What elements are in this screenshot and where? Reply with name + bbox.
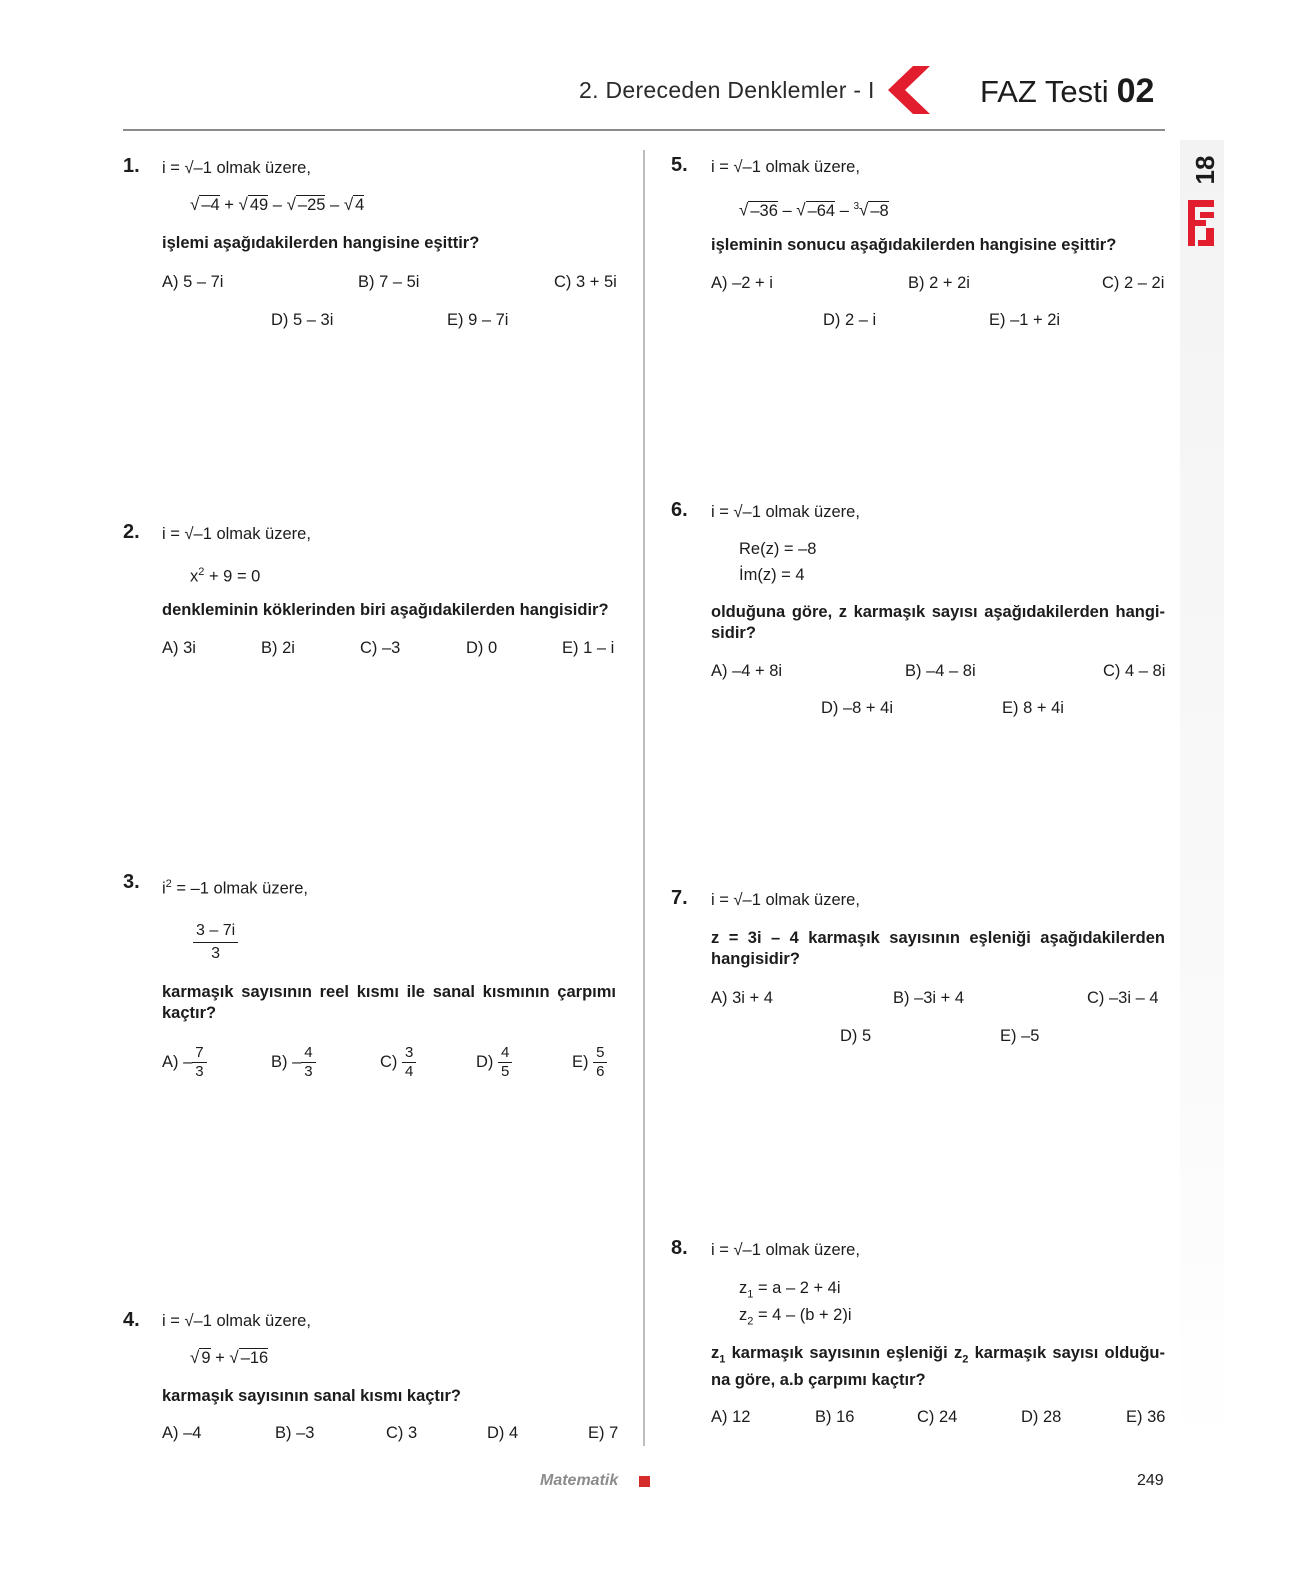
- option-e[interactable]: E) $\frac{5}{6}$: [572, 1044, 607, 1081]
- fg-logo-icon: [1186, 198, 1216, 248]
- question-premise: i = √–1 olmak üzere,: [711, 1241, 860, 1259]
- option-a[interactable]: A) –4: [162, 1424, 202, 1442]
- z1-definition: $z_1 = a - 2 + 4i$: [739, 1279, 841, 1301]
- question-number: 8.: [671, 1237, 688, 1259]
- question-premise: i = √–1 olmak üzere,: [711, 891, 860, 909]
- option-e[interactable]: E) 36: [1126, 1408, 1166, 1426]
- footer-subject: Matematik: [540, 1472, 619, 1489]
- side-tab: [1180, 140, 1224, 1450]
- real-part-line: Re(z) = –8: [739, 540, 817, 558]
- option-d[interactable]: D) 0: [466, 639, 498, 657]
- option-d[interactable]: D) 5 – 3i: [271, 311, 334, 329]
- radical-expression: √ –4 + √ 49 – √ –25 – √ 4: [190, 195, 365, 214]
- option-c[interactable]: C) –3: [360, 639, 401, 657]
- option-a[interactable]: A) 3i: [162, 639, 196, 657]
- equation: $x^2 + 9 = 0$: [190, 566, 261, 586]
- chapter-title: 2. Dereceden Denklemler - I: [579, 77, 875, 103]
- question-text: karmaşık sayısının reel kısmı ile sanal kısmının çarpımı kaçtır?: [162, 983, 616, 1022]
- question-number: 6.: [671, 499, 688, 521]
- option-a[interactable]: A) – $\frac{7}{3}$: [162, 1044, 207, 1081]
- option-b[interactable]: B) –3i + 4: [893, 989, 965, 1007]
- option-a[interactable]: A) –2 + i: [711, 274, 773, 292]
- question-premise: i = √–1 olmak üzere,: [162, 525, 311, 543]
- option-d[interactable]: D) 2 – i: [823, 311, 877, 329]
- column-divider: [643, 150, 645, 1446]
- option-d[interactable]: D) 5: [840, 1027, 872, 1045]
- question-text: işlemi aşağıdakilerden hangisine eşittir?: [162, 234, 480, 252]
- option-b[interactable]: B) 2 + 2i: [908, 274, 970, 292]
- option-d[interactable]: D) 4: [487, 1424, 519, 1442]
- question-number: 7.: [671, 887, 688, 909]
- option-b[interactable]: B) 7 – 5i: [358, 273, 420, 291]
- option-b[interactable]: B) 2i: [261, 639, 295, 657]
- page-number: 249: [1137, 1472, 1164, 1489]
- option-a[interactable]: A) 5 – 7i: [162, 273, 224, 291]
- question-premise: $i^2 = -1$ olmak üzere,: [162, 878, 308, 898]
- option-c[interactable]: C) 24: [917, 1408, 958, 1426]
- option-a[interactable]: A) –4 + 8i: [711, 662, 783, 680]
- question-text: z = 3i – 4 karmaşık sayısının eşleniği aşağıdakilerden hangisidir?: [711, 929, 1165, 968]
- option-d[interactable]: D) –8 + 4i: [821, 699, 893, 717]
- option-b[interactable]: B) –4 – 8i: [905, 662, 976, 680]
- option-b[interactable]: B) –3: [275, 1424, 315, 1442]
- option-c[interactable]: C) –3i – 4: [1087, 989, 1159, 1007]
- question-premise: i = √–1 olmak üzere,: [711, 158, 860, 176]
- radical-expression: √ –36 – √ –64 – $^3$√ –8: [739, 200, 889, 220]
- option-b[interactable]: B) – $\frac{4}{3}$: [271, 1044, 316, 1081]
- question-number: 1.: [123, 155, 140, 177]
- question-number: 2.: [123, 521, 140, 543]
- option-d[interactable]: D) 28: [1021, 1408, 1062, 1426]
- side-tab-number: 18: [1190, 155, 1220, 185]
- question-text: olduğuna göre, z karmaşık sayısı aşağıdakilerden hangi- sidir?: [711, 603, 1165, 642]
- question-text: karmaşık sayısının sanal kısmı kaçtır?: [162, 1387, 462, 1405]
- question-text: işleminin sonucu aşağıdakilerden hangisine eşittir?: [711, 236, 1117, 254]
- option-e[interactable]: E) –5: [1000, 1027, 1040, 1045]
- option-e[interactable]: E) –1 + 2i: [989, 311, 1061, 329]
- option-c[interactable]: C) 4 – 8i: [1103, 662, 1166, 680]
- test-title: [980, 72, 1154, 111]
- test-number: 02: [1116, 72, 1155, 110]
- question-premise: i = √–1 olmak üzere,: [162, 1312, 311, 1330]
- header-divider: [123, 129, 1165, 131]
- option-e[interactable]: E) 8 + 4i: [1002, 699, 1064, 717]
- square-icon: [639, 1476, 650, 1487]
- question-text: denkleminin köklerinden biri aşağıdakilerden hangisidir?: [162, 601, 609, 619]
- radical-expression: √ 9 + √ –16: [190, 1348, 269, 1367]
- z2-definition: $z_2 = 4 - (b + 2)i$: [739, 1306, 852, 1328]
- option-d[interactable]: D) $\frac{4}{5}$: [476, 1044, 512, 1081]
- option-a[interactable]: A) 12: [711, 1408, 751, 1426]
- question-text: $z_1$ karmaşık sayısının eşleniği $z_2$ karmaşık sayısı olduğu- na göre, a.b çarpımı kaçtır?: [711, 1344, 1166, 1390]
- chevron-left-icon: [886, 66, 932, 114]
- option-a[interactable]: A) 3i + 4: [711, 989, 773, 1007]
- question-number: 3.: [123, 871, 140, 893]
- option-e[interactable]: E) 9 – 7i: [447, 311, 509, 329]
- question-premise: i = √–1 olmak üzere,: [711, 503, 860, 521]
- question-premise: i = √–1 olmak üzere,: [162, 159, 311, 177]
- question-number: 5.: [671, 154, 688, 176]
- imaginary-part-line: İm(z) = 4: [739, 566, 805, 584]
- option-b[interactable]: B) 16: [815, 1408, 855, 1426]
- option-c[interactable]: C) 3: [386, 1424, 418, 1442]
- test-label: FAZ Testi: [980, 74, 1109, 109]
- question-number: 4.: [123, 1309, 140, 1331]
- option-c[interactable]: C) 2 – 2i: [1102, 274, 1165, 292]
- option-e[interactable]: E) 7: [588, 1424, 619, 1442]
- option-c[interactable]: C) 3 + 5i: [554, 273, 617, 291]
- option-c[interactable]: C) $\frac{3}{4}$: [380, 1044, 416, 1081]
- option-e[interactable]: E) 1 – i: [562, 639, 615, 657]
- fraction: $\frac{3 - 7i}{3}$: [193, 920, 238, 965]
